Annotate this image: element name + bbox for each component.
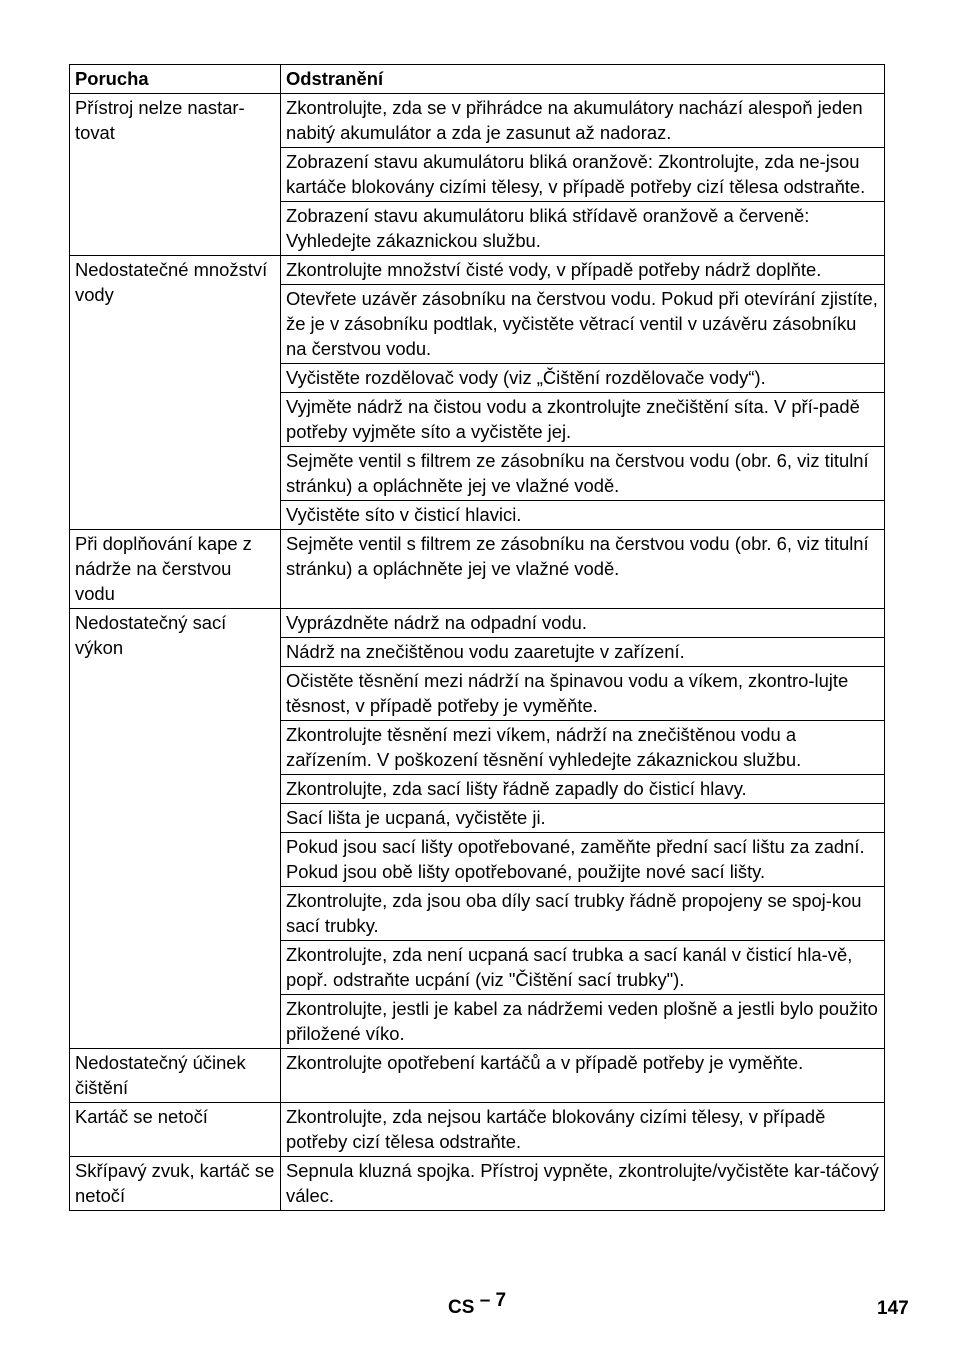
column-header-fault: Porucha	[70, 65, 281, 94]
remedy-cell: Zkontrolujte opotřebení kartáčů a v případě potřeby je vyměňte.	[281, 1049, 885, 1103]
remedy-cell: Zobrazení stavu akumulátoru bliká střídavě oranžově a červeně: Vyhledejte zákaznickou službu.	[281, 202, 885, 256]
remedy-cell: Otevřete uzávěr zásobníku na čerstvou vodu. Pokud při otevírání zjistíte, že je v zásobníku podtlak, vyčistěte větrací ventil v uzávěru zásobníku na čerstvou vodu.	[281, 285, 885, 364]
table-row	[70, 256, 885, 285]
fault-cell: Nedostatečné množství vody	[70, 256, 281, 530]
footer-lang-code: CS	[448, 1297, 475, 1318]
remedy-cell: Pokud jsou sací lišty opotřebované, zaměňte přední sací lištu za zadní. Pokud jsou obě lišty opotřebované, použijte nové sací lišty.	[281, 833, 885, 887]
table-header-row	[70, 65, 885, 94]
remedy-cell: Vyjměte nádrž na čistou vodu a zkontrolujte znečištění síta. V pří-padě potřeby vyjměte síto a vyčistěte jej.	[281, 393, 885, 447]
table-row	[70, 1103, 885, 1157]
remedy-cell: Očistěte těsnění mezi nádrží na špinavou vodu a víkem, zkontro-lujte těsnost, v případě potřeby je vyměňte.	[281, 667, 885, 721]
fault-cell: Kartáč se netočí	[70, 1103, 281, 1157]
remedy-cell: Zkontrolujte, zda sací lišty řádně zapadly do čisticí hlavy.	[281, 775, 885, 804]
table-row	[70, 94, 885, 148]
footer-separator: –	[479, 1290, 491, 1311]
fault-cell: Nedostatečný sací výkon	[70, 609, 281, 1049]
footer-language-marker	[448, 1290, 507, 1319]
table-row	[70, 1049, 885, 1103]
fault-cell: Přístroj nelze nastar-tovat	[70, 94, 281, 256]
fault-cell: Při doplňování kape z nádrže na čerstvou vodu	[70, 530, 281, 609]
table-body	[70, 94, 885, 1211]
remedy-cell: Vyprázdněte nádrž na odpadní vodu.	[281, 609, 885, 638]
column-header-remedy: Odstranění	[281, 65, 885, 94]
remedy-cell: Sepnula kluzná spojka. Přístroj vypněte, zkontrolujte/vyčistěte kar-táčový válec.	[281, 1157, 885, 1211]
remedy-cell: Zkontrolujte, zda jsou oba díly sací trubky řádně propojeny se spoj-kou sací trubky.	[281, 887, 885, 941]
remedy-cell: Vyčistěte síto v čisticí hlavici.	[281, 501, 885, 530]
remedy-cell: Sejměte ventil s filtrem ze zásobníku na čerstvou vodu (obr. 6, viz titulní stránku) a opláchněte jej ve vlažné vodě.	[281, 447, 885, 501]
remedy-cell: Zkontrolujte, zda nejsou kartáče blokovány cizími tělesy, v případě potřeby cizí tělesa odstraňte.	[281, 1103, 885, 1157]
table-row	[70, 1157, 885, 1211]
page-number: 147	[877, 1298, 909, 1319]
fault-cell: Skřípavý zvuk, kartáč se netočí	[70, 1157, 281, 1211]
table-row	[70, 609, 885, 638]
remedy-cell: Zkontrolujte těsnění mezi víkem, nádrží na znečištěnou vodu a zařízením. V poškození těsnění vyhledejte zákaznickou službu.	[281, 721, 885, 775]
remedy-cell: Zkontrolujte, zda se v přihrádce na akumulátory nachází alespoň jeden nabitý akumulátor a zda je zasunut až nadoraz.	[281, 94, 885, 148]
remedy-cell: Sací lišta je ucpaná, vyčistěte ji.	[281, 804, 885, 833]
remedy-cell: Sejměte ventil s filtrem ze zásobníku na čerstvou vodu (obr. 6, viz titulní stránku) a opláchněte jej ve vlažné vodě.	[281, 530, 885, 609]
fault-cell: Nedostatečný účinek čištění	[70, 1049, 281, 1103]
troubleshooting-table	[69, 64, 885, 1211]
footer-section-page: 7	[495, 1290, 507, 1311]
remedy-cell: Zkontrolujte, jestli je kabel za nádržemi veden plošně a jestli bylo použito přiložené víko.	[281, 995, 885, 1049]
table-row	[70, 530, 885, 609]
remedy-cell: Vyčistěte rozdělovač vody (viz „Čištění rozdělovače vody“).	[281, 364, 885, 393]
remedy-cell: Nádrž na znečištěnou vodu zaaretujte v zařízení.	[281, 638, 885, 667]
remedy-cell: Zkontrolujte množství čisté vody, v případě potřeby nádrž doplňte.	[281, 256, 885, 285]
remedy-cell: Zobrazení stavu akumulátoru bliká oranžově: Zkontrolujte, zda ne-jsou kartáče blokovány cizími tělesy, v případě potřeby cizí tělesa odstraňte.	[281, 148, 885, 202]
remedy-cell: Zkontrolujte, zda není ucpaná sací trubka a sací kanál v čisticí hla-vě, popř. odstraňte ucpání (viz "Čištění sací trubky").	[281, 941, 885, 995]
